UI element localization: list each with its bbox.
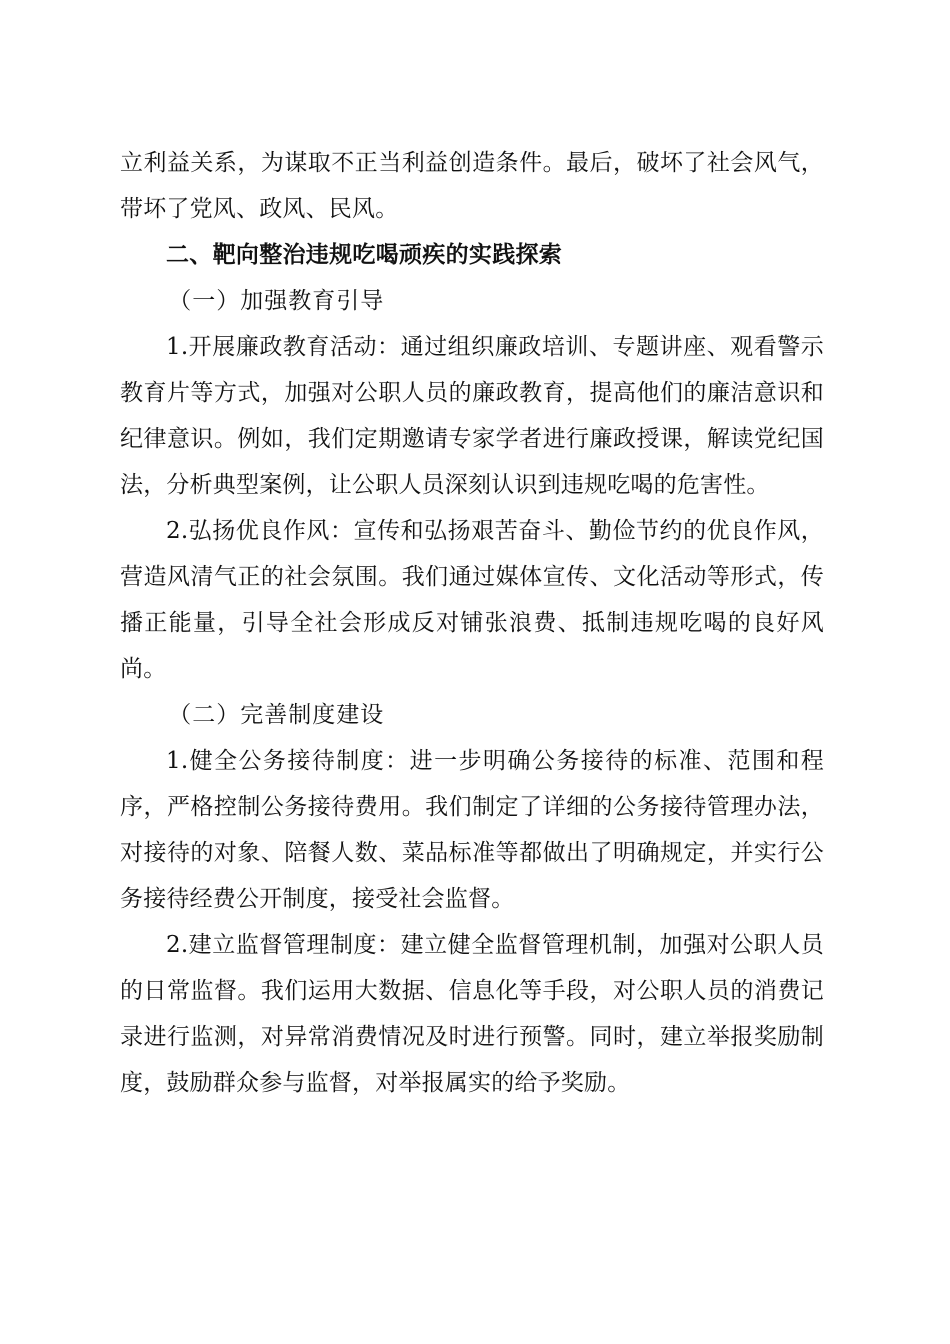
continuation-paragraph: 立利益关系，为谋取不正当利益创造条件。最后，破坏了社会风气，带坏了党风、政风、民风。	[120, 150, 824, 222]
subsection-title-system: （二）完善制度建设	[168, 702, 385, 728]
paragraph-education-1: 1.开展廉政教育活动：通过组织廉政培训、专题讲座、观看警示教育片等方式，加强对公职人员的廉政教育，提高他们的廉洁意识和纪律意识。例如，我们定期邀请专家学者进行廉政授课，解读党纪国法，分析典型案例，让公职人员深刻认识到违规吃喝的危害性。	[120, 334, 824, 498]
section-heading: 二、靶向整治违规吃喝顽疾的实践探索	[166, 242, 563, 268]
subsection-title-education: （一）加强教育引导	[168, 288, 385, 314]
paragraph-education-2: 2.弘扬优良作风：宣传和弘扬艰苦奋斗、勤俭节约的优良作风，营造风清气正的社会氛围。我们通过媒体宣传、文化活动等形式，传播正能量，引导全社会形成反对铺张浪费、抵制违规吃喝的良好风尚。	[120, 518, 824, 682]
document-page	[120, 140, 824, 1106]
paragraph-system-2: 2.建立监督管理制度：建立健全监督管理机制，加强对公职人员的日常监督。我们运用大数据、信息化等手段，对公职人员的消费记录进行监测，对异常消费情况及时进行预警。同时，建立举报奖励制度，鼓励群众参与监督，对举报属实的给予奖励。	[120, 932, 824, 1096]
paragraph-system-1: 1.健全公务接待制度：进一步明确公务接待的标准、范围和程序，严格控制公务接待费用。我们制定了详细的公务接待管理办法，对接待的对象、陪餐人数、菜品标准等都做出了明确规定，并实行公务接待经费公开制度，接受社会监督。	[120, 748, 824, 912]
